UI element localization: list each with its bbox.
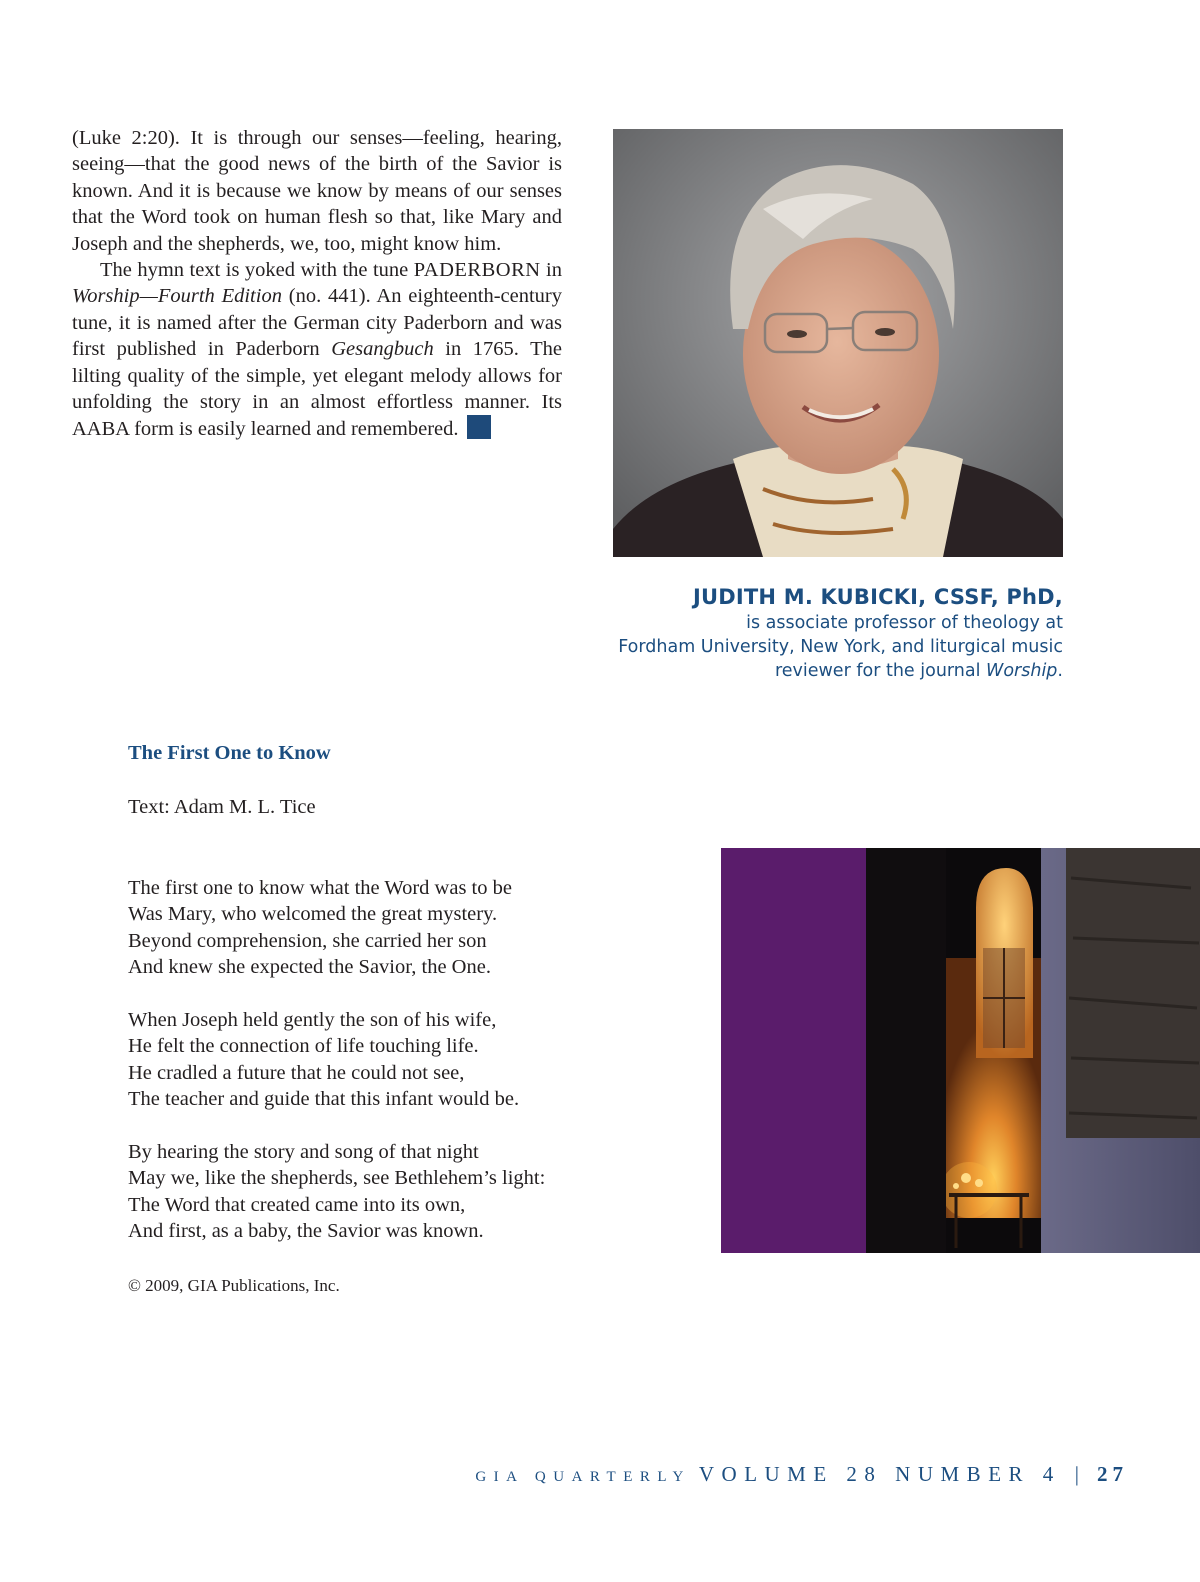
hymn-line: By hearing the story and song of that night bbox=[128, 1141, 479, 1164]
footer-volume-number: VOLUME 28 NUMBER 4 bbox=[698, 1462, 1061, 1486]
article-paragraph-2 bbox=[72, 257, 562, 443]
hymn-line: And knew she expected the Savior, the One. bbox=[128, 956, 491, 979]
bio-line-3-end: . bbox=[1057, 661, 1063, 681]
hymn-stanza bbox=[128, 1007, 545, 1113]
hymn-text-credit: Text: Adam M. L. Tice bbox=[128, 796, 316, 818]
hymn-line: Beyond comprehension, she carried her son bbox=[128, 929, 487, 952]
paragraph-2-part-a: The hymn text is yoked with the tune bbox=[100, 259, 414, 282]
hymn-line: He cradled a future that he could not see, bbox=[128, 1061, 465, 1084]
hymn-line: And first, as a baby, the Savior was known. bbox=[128, 1220, 484, 1243]
hymn-line: May we, like the shepherds, see Bethlehem’s light: bbox=[128, 1167, 546, 1190]
author-bio-line-3 bbox=[600, 659, 1063, 683]
article-paragraph-1: (Luke 2:20). It is through our senses—feeling, hearing, seeing—that the good news of the birth of the Savior is known. And it is because we know by means of our senses that the Word took on human flesh so that, like Mary and Joseph and the shepherds, we, too, might know him. bbox=[72, 127, 562, 255]
hymn-copyright: © 2009, GIA Publications, Inc. bbox=[128, 1276, 340, 1295]
hymn-line: He felt the connection of life touching life. bbox=[128, 1035, 479, 1058]
footer-journal-name: GIA QUARTERLY bbox=[475, 1469, 691, 1485]
hymn-line: The first one to know what the Word was to be bbox=[128, 877, 512, 899]
hymn-line: The Word that created came into its own, bbox=[128, 1193, 466, 1216]
hymn-stanzas bbox=[128, 875, 545, 1271]
end-of-article-mark bbox=[467, 415, 491, 439]
author-bio bbox=[600, 583, 1063, 683]
tune-name: PADERBORN bbox=[413, 259, 541, 282]
author-portrait bbox=[613, 129, 1063, 557]
hymnal-title: Worship—Fourth Edition bbox=[72, 285, 282, 308]
page-footer bbox=[475, 1462, 1128, 1487]
candlelit-window-photo bbox=[721, 848, 1200, 1253]
bio-line-3-text: reviewer for the journal bbox=[774, 661, 987, 681]
hymn-line: The teacher and guide that this infant would be. bbox=[128, 1088, 520, 1111]
paragraph-2-part-c: (no. 441). An eighteenth-century tune, it is named after the German city Paderborn and was first published in Paderborn bbox=[72, 285, 562, 361]
page-number: 27 bbox=[1097, 1462, 1128, 1486]
author-bio-line-1: is associate professor of theology at bbox=[746, 613, 1063, 633]
hymn-line: When Joseph held gently the son of his wife, bbox=[128, 1009, 497, 1032]
article-body bbox=[72, 125, 562, 443]
gesangbuch-title: Gesangbuch bbox=[331, 338, 434, 361]
hymn-title: The First One to Know bbox=[128, 742, 331, 764]
journal-name: Worship bbox=[986, 661, 1058, 681]
paragraph-2-part-d: in 1765. The lilting quality of the simple, yet elegant melody allows for unfolding the story in an almost effortless manner. Its AABA form is easily learned and remembered. bbox=[72, 338, 562, 441]
footer-separator: | bbox=[1074, 1462, 1079, 1486]
hymn-stanza bbox=[128, 875, 545, 981]
paragraph-2-part-b: in bbox=[540, 259, 562, 282]
author-bio-line-2: Fordham University, New York, and liturgical music bbox=[618, 637, 1063, 657]
hymn-stanza bbox=[128, 1139, 545, 1245]
author-name: JUDITH M. KUBICKI, CSSF, PhD, bbox=[693, 585, 1063, 609]
hymn-line: Was Mary, who welcomed the great mystery. bbox=[128, 903, 498, 926]
